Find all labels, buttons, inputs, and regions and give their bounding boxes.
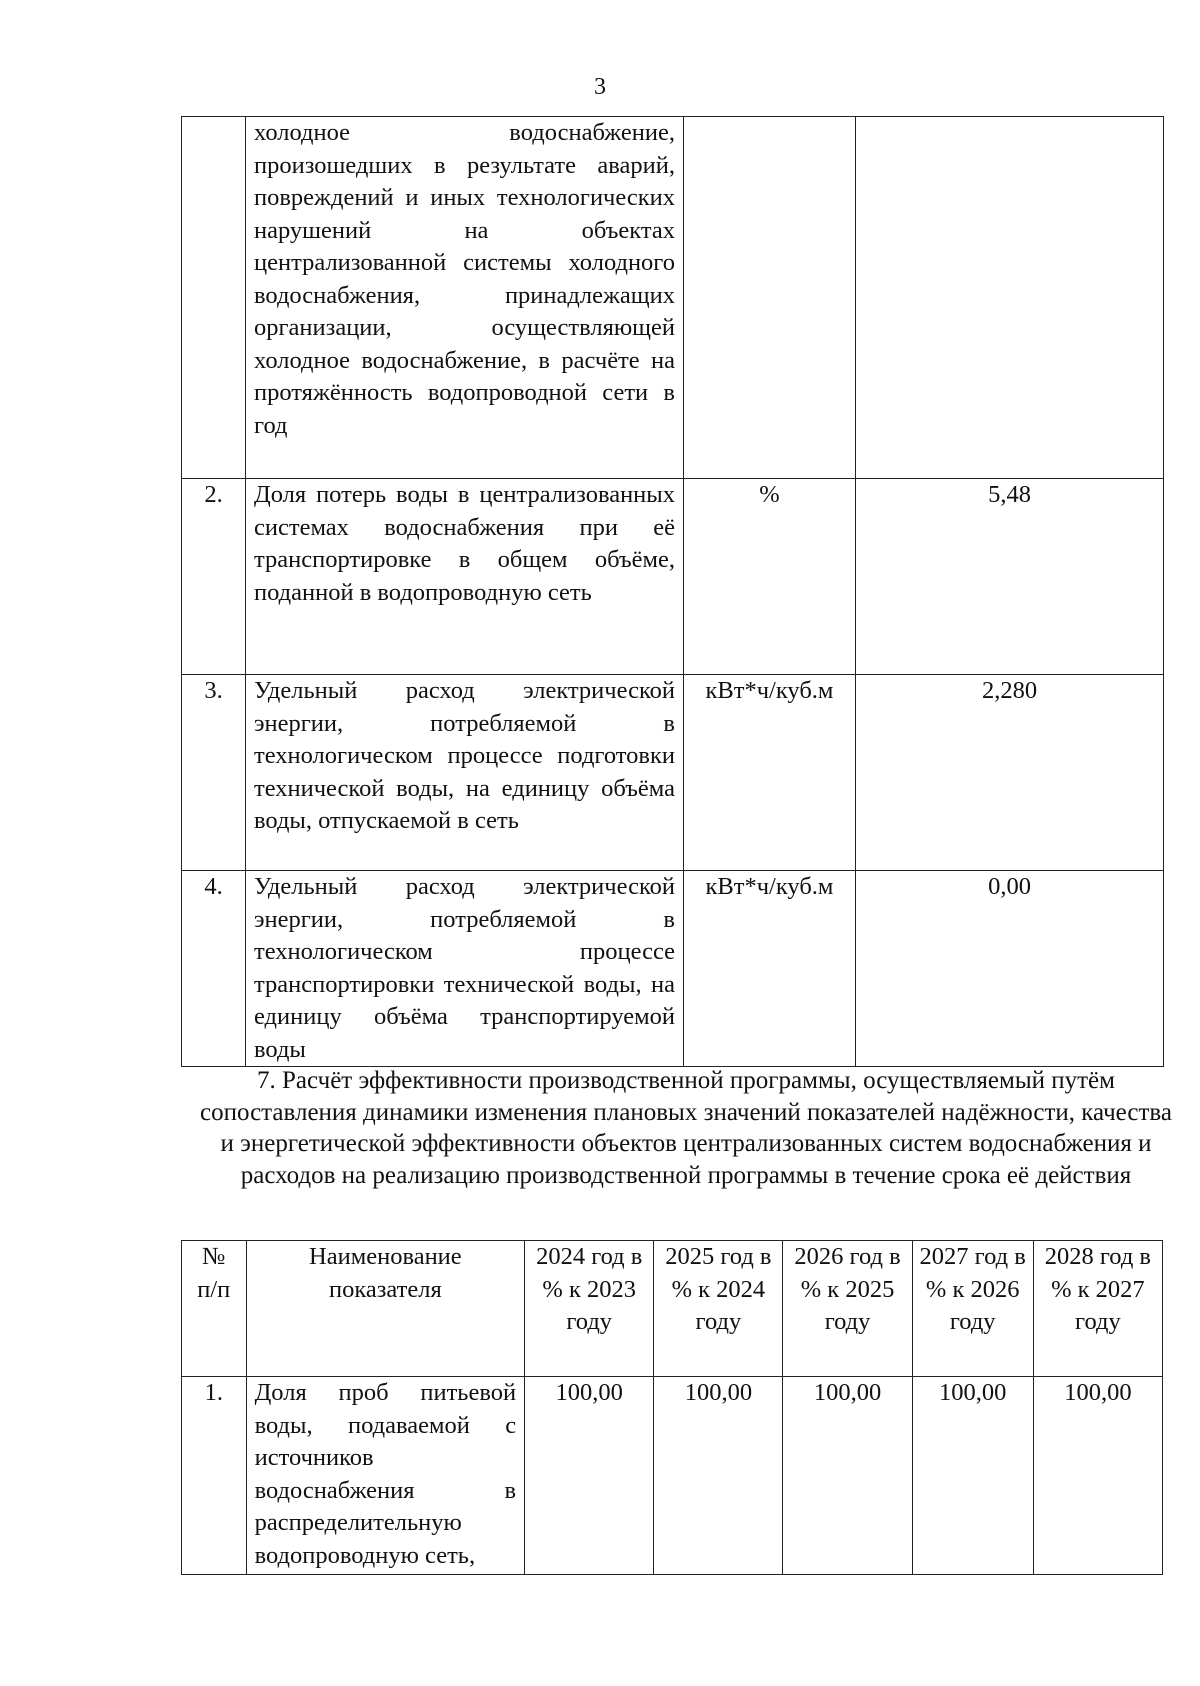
value-cell: 100,00 [525, 1377, 654, 1575]
value-cell: 0,00 [856, 871, 1164, 1067]
header-year: 2025 год в % к 2024 году [654, 1241, 783, 1377]
header-num: № п/п [182, 1241, 247, 1377]
row-number: 2. [182, 479, 246, 675]
table-header-row [182, 1241, 1163, 1377]
efficiency-table [181, 1240, 1163, 1575]
row-number: 1. [182, 1377, 247, 1575]
table-row [182, 675, 1164, 871]
header-name: Наименование показателя [246, 1241, 525, 1377]
row-number: 4. [182, 871, 246, 1067]
indicators-table [181, 116, 1164, 1067]
table-row [182, 117, 1164, 479]
unit-cell: кВт*ч/куб.м [684, 675, 856, 871]
indicator-name: Доля потерь воды в централизованных системах водоснабжения при её транспортировке в общем объёме, поданной в водопроводную сеть [246, 479, 684, 675]
row-number [182, 117, 246, 479]
table-row [182, 1377, 1163, 1575]
header-year: 2024 год в % к 2023 году [525, 1241, 654, 1377]
page-number: 3 [594, 74, 606, 100]
header-year: 2026 год в % к 2025 году [783, 1241, 912, 1377]
unit-cell [684, 117, 856, 479]
value-cell: 100,00 [654, 1377, 783, 1575]
value-cell: 5,48 [856, 479, 1164, 675]
section-heading: 7. Расчёт эффективности производственной программы, осуществляемый путём сопоставления динамики изменения плановых значений показателей надёжности, качества и энергетической эффективности объектов централизованных систем водоснабжения и расходов на реализацию производственной программы в течение срока её действия [199, 1067, 1172, 1189]
table-row [182, 479, 1164, 675]
unit-cell: % [684, 479, 856, 675]
value-cell: 2,280 [856, 675, 1164, 871]
indicator-name: холодное водоснабжение, произошедших в результате аварий, повреждений и иных технологических нарушений на объектах централизованной системы холодного водоснабжения, принадлежащих организации, осуществляющей холодное водоснабжение, в расчёте на протяжённость водопроводной сети в год [246, 117, 684, 479]
value-cell: 100,00 [783, 1377, 912, 1575]
header-year: 2027 год в % к 2026 году [912, 1241, 1033, 1377]
value-cell: 100,00 [912, 1377, 1033, 1575]
indicator-name: Доля проб питьевой воды, подаваемой с источников водоснабжения в распределительную водопроводную сеть, [246, 1377, 525, 1575]
value-cell: 100,00 [1033, 1377, 1162, 1575]
indicator-name: Удельный расход электрической энергии, потребляемой в технологическом процессе подготовки технической воды, на единицу объёма воды, отпускаемой в сеть [246, 675, 684, 871]
table-row [182, 871, 1164, 1067]
header-year: 2028 год в % к 2027 году [1033, 1241, 1162, 1377]
row-number: 3. [182, 675, 246, 871]
value-cell [856, 117, 1164, 479]
indicator-name: Удельный расход электрической энергии, потребляемой в технологическом процессе транспортировки технической воды, на единицу объёма транспортируемой воды [246, 871, 684, 1067]
unit-cell: кВт*ч/куб.м [684, 871, 856, 1067]
